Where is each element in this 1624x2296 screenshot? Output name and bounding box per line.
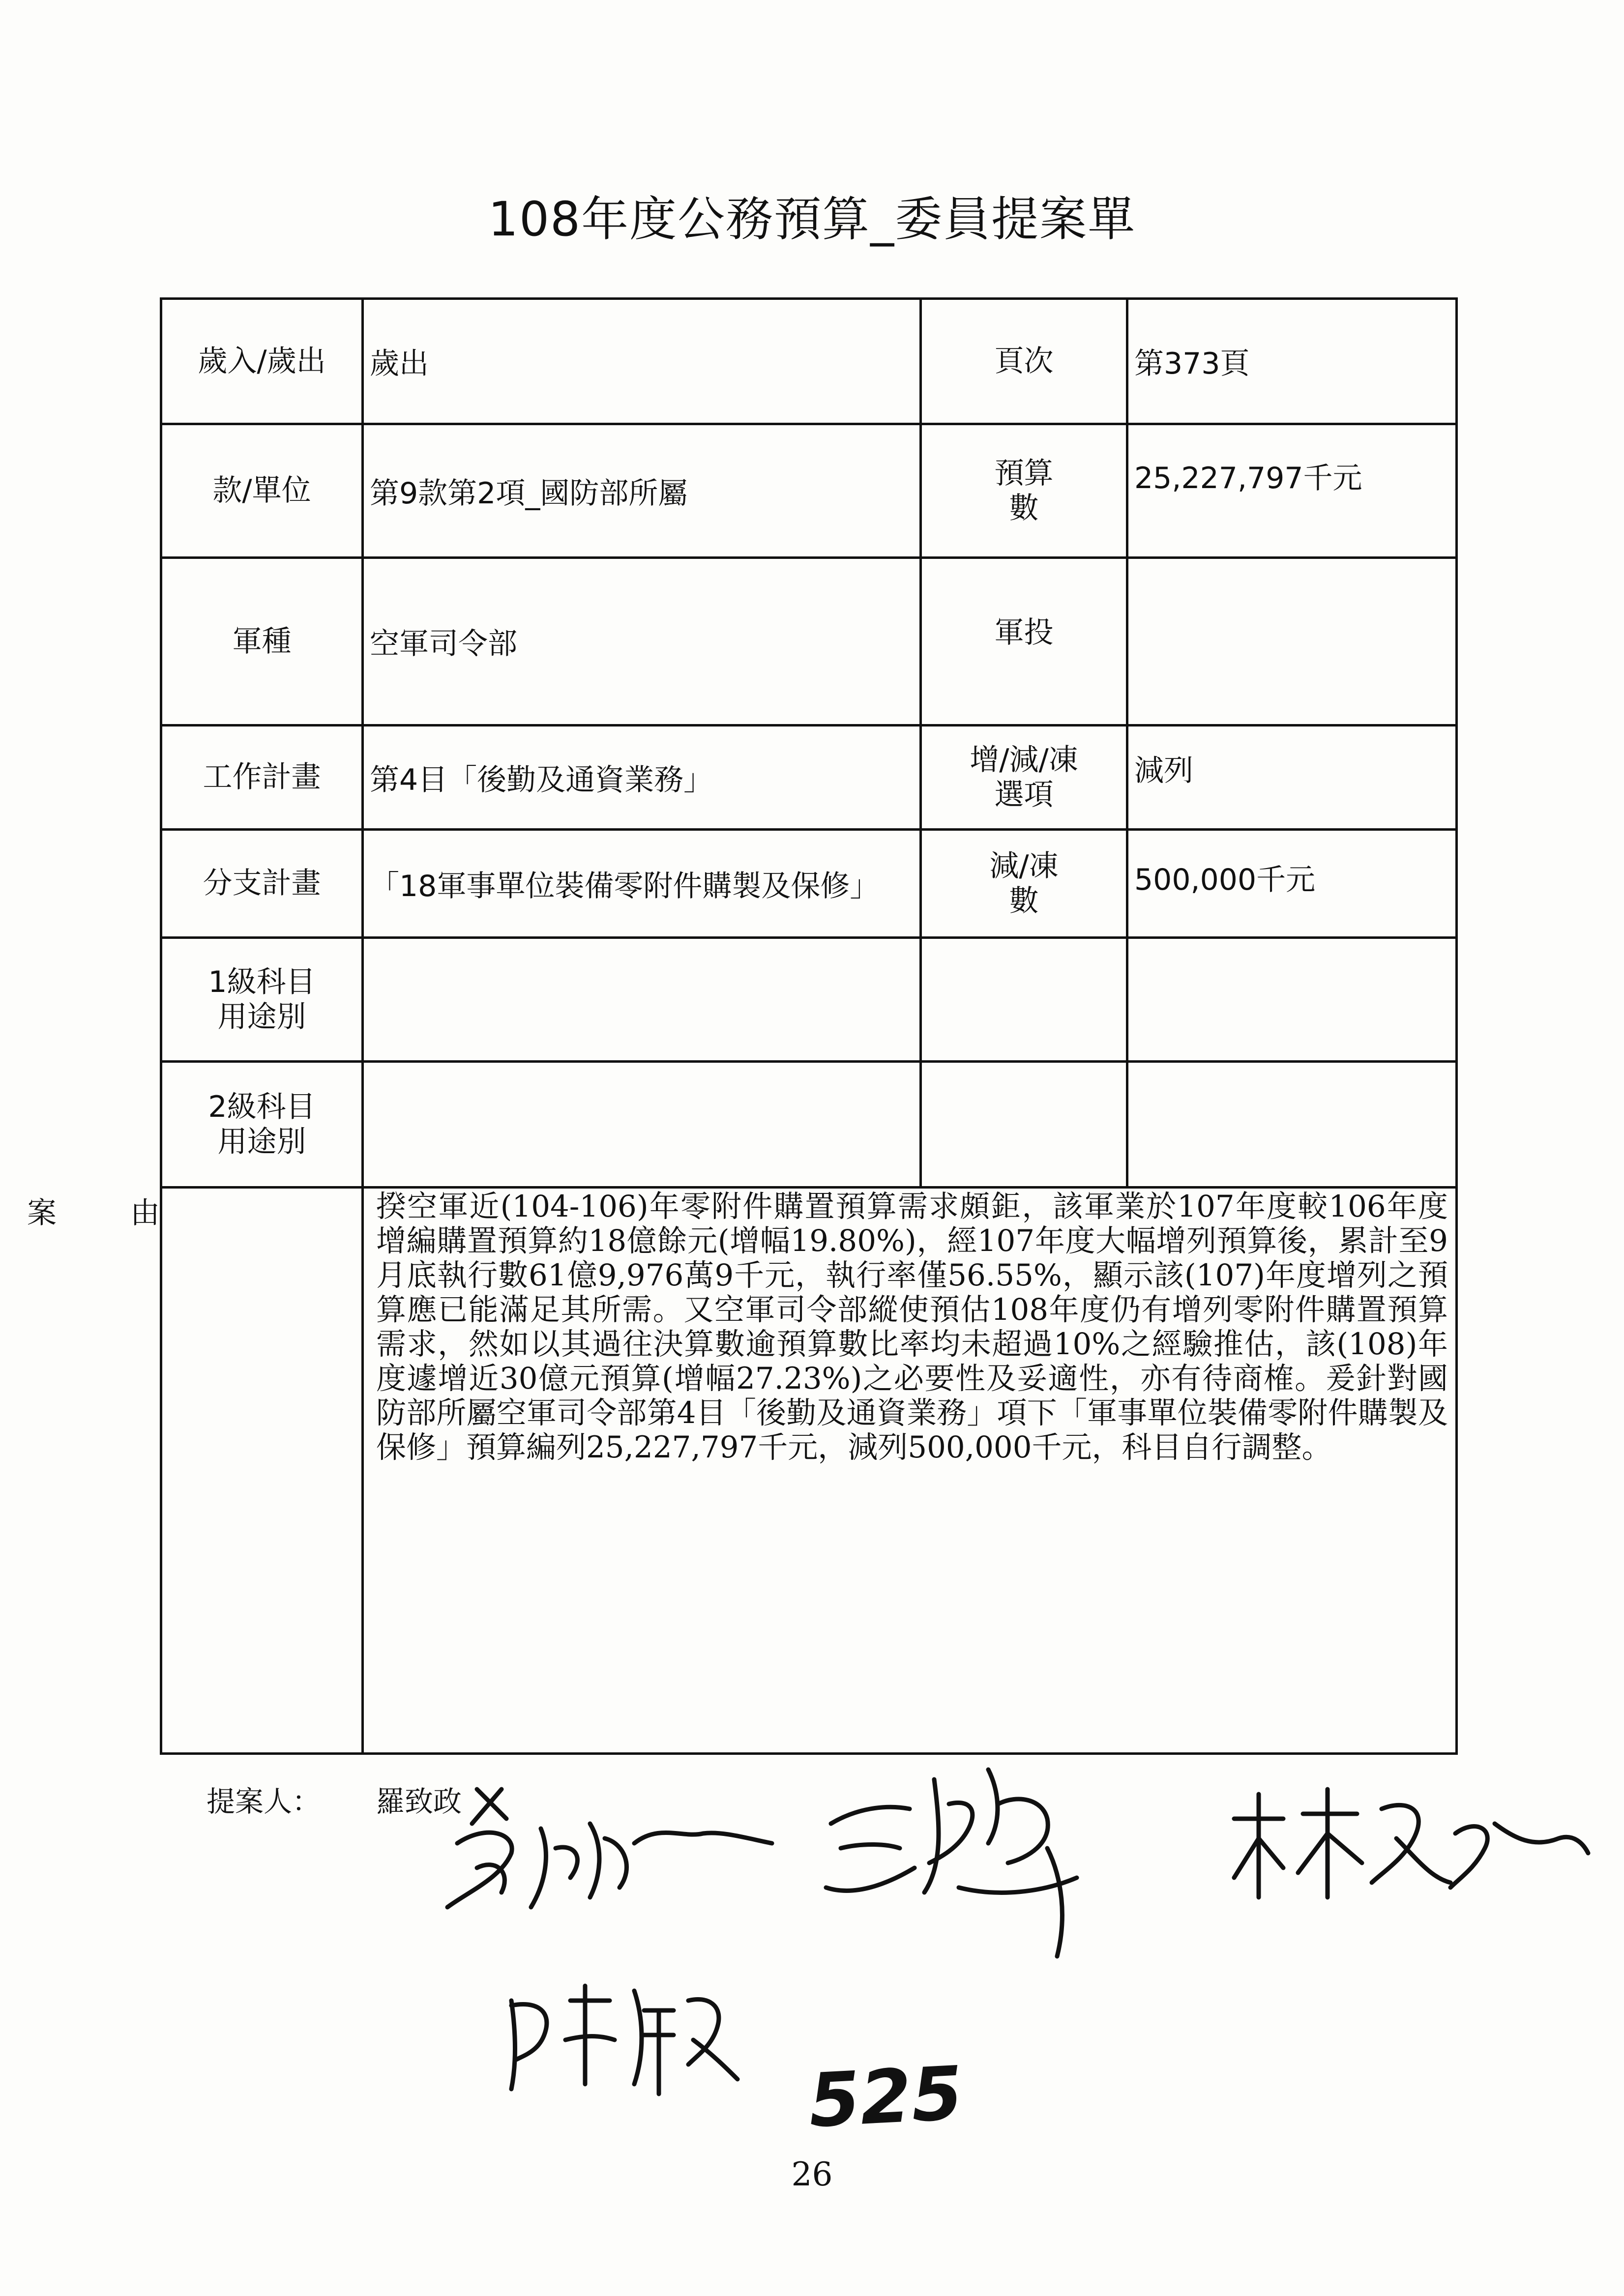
label-revenue-expenditure: 歲入/歲出: [198, 344, 326, 378]
label-adjust-option: [922, 727, 1126, 828]
value-service-branch: 空軍司令部: [370, 627, 517, 661]
label-work-plan: 工作計畫: [203, 760, 321, 795]
label-military-investment: 軍投: [994, 615, 1054, 650]
signature-3: [1219, 1779, 1593, 1927]
value-section-unit: 第9款第2項_國防部所屬: [370, 476, 688, 511]
handwritten-page-number: 525: [806, 2050, 965, 2145]
value-reduce-amount: 500,000千元: [1134, 863, 1316, 897]
label-reason-char2: 由: [130, 1196, 160, 1230]
value-revenue-expenditure: 歲出: [370, 347, 429, 381]
label-reduce-amount-line2: 數: [1009, 883, 1039, 918]
label-budget-amount-line1: 預算: [994, 456, 1054, 491]
signature-1: [428, 1770, 782, 1932]
label-adjust-option-line1: 增/減/凍: [970, 742, 1078, 777]
page-number: 26: [791, 2155, 833, 2193]
label-adjust-option-line2: 選項: [994, 777, 1054, 812]
proposer-label: 提案人：: [207, 1785, 321, 1818]
value-military-investment: [1128, 559, 1455, 724]
proposal-form-table: [160, 297, 1458, 1755]
proposer-name: 羅致政: [376, 1785, 462, 1818]
value-budget-amount: 25,227,797千元: [1134, 461, 1362, 495]
value-branch-plan: 「18軍事單位裝備零附件購製及保修」: [370, 869, 880, 903]
value-work-plan: 第4目「後勤及通資業務」: [370, 762, 713, 797]
value-page: 第373頁: [1134, 347, 1250, 381]
label-budget-amount-line2: 數: [1009, 491, 1039, 525]
label-service-branch: 軍種: [232, 624, 292, 659]
reason-text: 揆空軍近(104-106)年零附件購置預算需求頗鉅，該軍業於107年度較106年度增編購置預算約18億餘元(增幅19.80%)，經107年度大幅增列預算後，累計至9月底執行數61億9,976萬9千元，執行率僅56.55%，顯示該(107)年度增列之預算應已能滿足其所需。又空軍司令部縱使預估108年度仍有增列零附件購置預算需求，然如以其過往決算數逾預算數比率均未超過10%之經驗推估，該(108)年度遽增近30億元預算(增幅27.23%)之必要性及妥適性，亦有待商榷。爰針對國防部所屬空軍司令部第4目「後勤及通資業務」項下「軍事單位裝備零附件購製及保修」預算編列25,227,797千元，減列500,000千元，科目自行調整。: [376, 1189, 1448, 1465]
label-reduce-amount-line1: 減/凍: [989, 848, 1059, 883]
label-reason: [27, 1190, 160, 1232]
label-page: 頁次: [994, 344, 1054, 378]
label-branch-plan: 分支計畫: [203, 866, 321, 901]
value-adjust-option: 減列: [1134, 754, 1193, 788]
label-level1-item-line1: 1級科目: [208, 964, 316, 999]
signature-2: [811, 1750, 1116, 1966]
label-level2-item-line1: 2級科目: [208, 1089, 316, 1124]
label-reason-char1: 案: [27, 1196, 57, 1230]
label-budget-amount: [922, 425, 1126, 556]
label-level1-item: [162, 939, 361, 1060]
label-level2-item: [162, 1063, 361, 1186]
label-reduce-amount: [922, 831, 1126, 936]
label-level2-item-line2: 用途別: [217, 1124, 306, 1159]
label-level1-item-line2: 用途別: [217, 999, 306, 1034]
signature-4: [497, 1971, 742, 2104]
label-section-unit: 款/單位: [212, 473, 311, 508]
form-title: 108年度公務預算_委員提案單: [488, 192, 1136, 247]
